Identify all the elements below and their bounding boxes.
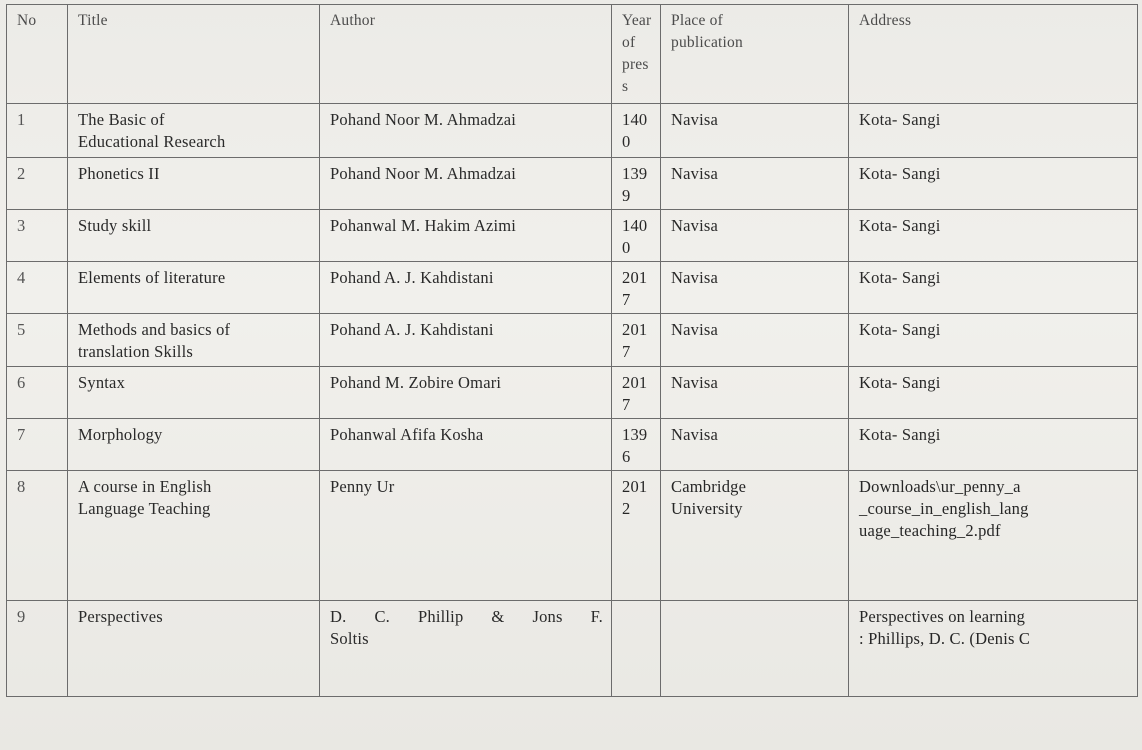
cell-address-line: : Phillips, D. C. (Denis C [859, 629, 1031, 648]
header-year-line: Year [622, 12, 652, 29]
cell-year: 2017 [612, 367, 661, 419]
header-place [661, 5, 849, 104]
cell-title-line: A course in English [78, 477, 212, 496]
table-row [7, 471, 1138, 601]
cell-year: 1396 [612, 419, 661, 471]
cell-title [68, 314, 320, 367]
cell-title [68, 367, 320, 419]
cell-address-line: uage_teaching_2.pdf [859, 521, 1001, 540]
cell-address-line: Perspectives on learning [859, 607, 1026, 626]
cell-title [68, 104, 320, 158]
cell-address-line: _course_in_english_lang [859, 499, 1029, 518]
table-row [7, 419, 1138, 471]
cell-place: Navisa [661, 104, 849, 158]
cell-no: 8 [7, 471, 68, 601]
cell-title [68, 262, 320, 314]
cell-year: 2012 [612, 471, 661, 601]
cell-title-line: Syntax [78, 373, 126, 392]
cell-address: Kota- Sangi [849, 262, 1138, 314]
cell-address: Kota- Sangi [849, 104, 1138, 158]
cell-title-line: Methods and basics of [78, 320, 231, 339]
cell-no: 2 [7, 158, 68, 210]
table-header-row [7, 5, 1138, 104]
cell-place-line: Cambridge [671, 477, 747, 496]
cell-year: 1399 [612, 158, 661, 210]
cell-author: Penny Ur [320, 471, 612, 601]
cell-title-line: Language Teaching [78, 499, 211, 518]
cell-author: Pohand Noor M. Ahmadzai [320, 104, 612, 158]
header-place-line: Place of [671, 12, 723, 29]
cell-place: Navisa [661, 210, 849, 262]
cell-address: Kota- Sangi [849, 158, 1138, 210]
cell-title [68, 210, 320, 262]
cell-place [661, 601, 849, 697]
cell-title-line: Perspectives [78, 607, 163, 626]
cell-year: 1400 [612, 210, 661, 262]
cell-place-line: University [671, 499, 743, 518]
cell-place: Navisa [661, 158, 849, 210]
cell-author: Pohand Noor M. Ahmadzai [320, 158, 612, 210]
cell-no: 3 [7, 210, 68, 262]
header-year-line: press [622, 56, 649, 95]
cell-title-line: translation Skills [78, 342, 193, 361]
cell-no: 6 [7, 367, 68, 419]
header-address: Address [849, 5, 1138, 104]
cell-title [68, 471, 320, 601]
cell-title-line: Phonetics II [78, 164, 160, 183]
cell-author-line: Soltis [330, 629, 369, 648]
cell-address [849, 471, 1138, 601]
cell-title-line: Study skill [78, 216, 152, 235]
table-row [7, 367, 1138, 419]
table-row [7, 158, 1138, 210]
cell-year: 2017 [612, 262, 661, 314]
cell-author [320, 601, 612, 697]
cell-year: 1400 [612, 104, 661, 158]
cell-place: Navisa [661, 262, 849, 314]
cell-title [68, 419, 320, 471]
header-place-line: publication [671, 34, 743, 51]
cell-address: Kota- Sangi [849, 314, 1138, 367]
header-year-line: of [622, 34, 636, 51]
cell-no: 4 [7, 262, 68, 314]
cell-author: Pohand A. J. Kahdistani [320, 314, 612, 367]
cell-author: Pohand A. J. Kahdistani [320, 262, 612, 314]
cell-author: Pohanwal M. Hakim Azimi [320, 210, 612, 262]
table-row [7, 210, 1138, 262]
table-row [7, 601, 1138, 697]
cell-author: Pohand M. Zobire Omari [320, 367, 612, 419]
cell-title-line: The Basic of [78, 110, 165, 129]
table-row [7, 262, 1138, 314]
book-reference-table [6, 4, 1138, 697]
cell-author-line: D. C. Phillip & Jons F. [330, 607, 603, 626]
cell-address: Kota- Sangi [849, 419, 1138, 471]
cell-place [661, 471, 849, 601]
cell-address: Kota- Sangi [849, 367, 1138, 419]
cell-title-line: Educational Research [78, 132, 226, 151]
header-year [612, 5, 661, 104]
cell-no: 1 [7, 104, 68, 158]
header-no: No [7, 5, 68, 104]
cell-year: 2017 [612, 314, 661, 367]
table-row [7, 104, 1138, 158]
header-author: Author [320, 5, 612, 104]
cell-address-line: Downloads\ur_penny_a [859, 477, 1021, 496]
cell-no: 7 [7, 419, 68, 471]
cell-place: Navisa [661, 314, 849, 367]
cell-place: Navisa [661, 367, 849, 419]
cell-title-line: Elements of literature [78, 268, 226, 287]
cell-year [612, 601, 661, 697]
cell-address [849, 601, 1138, 697]
header-title: Title [68, 5, 320, 104]
table-row [7, 314, 1138, 367]
cell-title-line: Morphology [78, 425, 163, 444]
cell-author: Pohanwal Afifa Kosha [320, 419, 612, 471]
cell-address: Kota- Sangi [849, 210, 1138, 262]
cell-title [68, 158, 320, 210]
cell-title [68, 601, 320, 697]
cell-no: 9 [7, 601, 68, 697]
cell-place: Navisa [661, 419, 849, 471]
cell-no: 5 [7, 314, 68, 367]
